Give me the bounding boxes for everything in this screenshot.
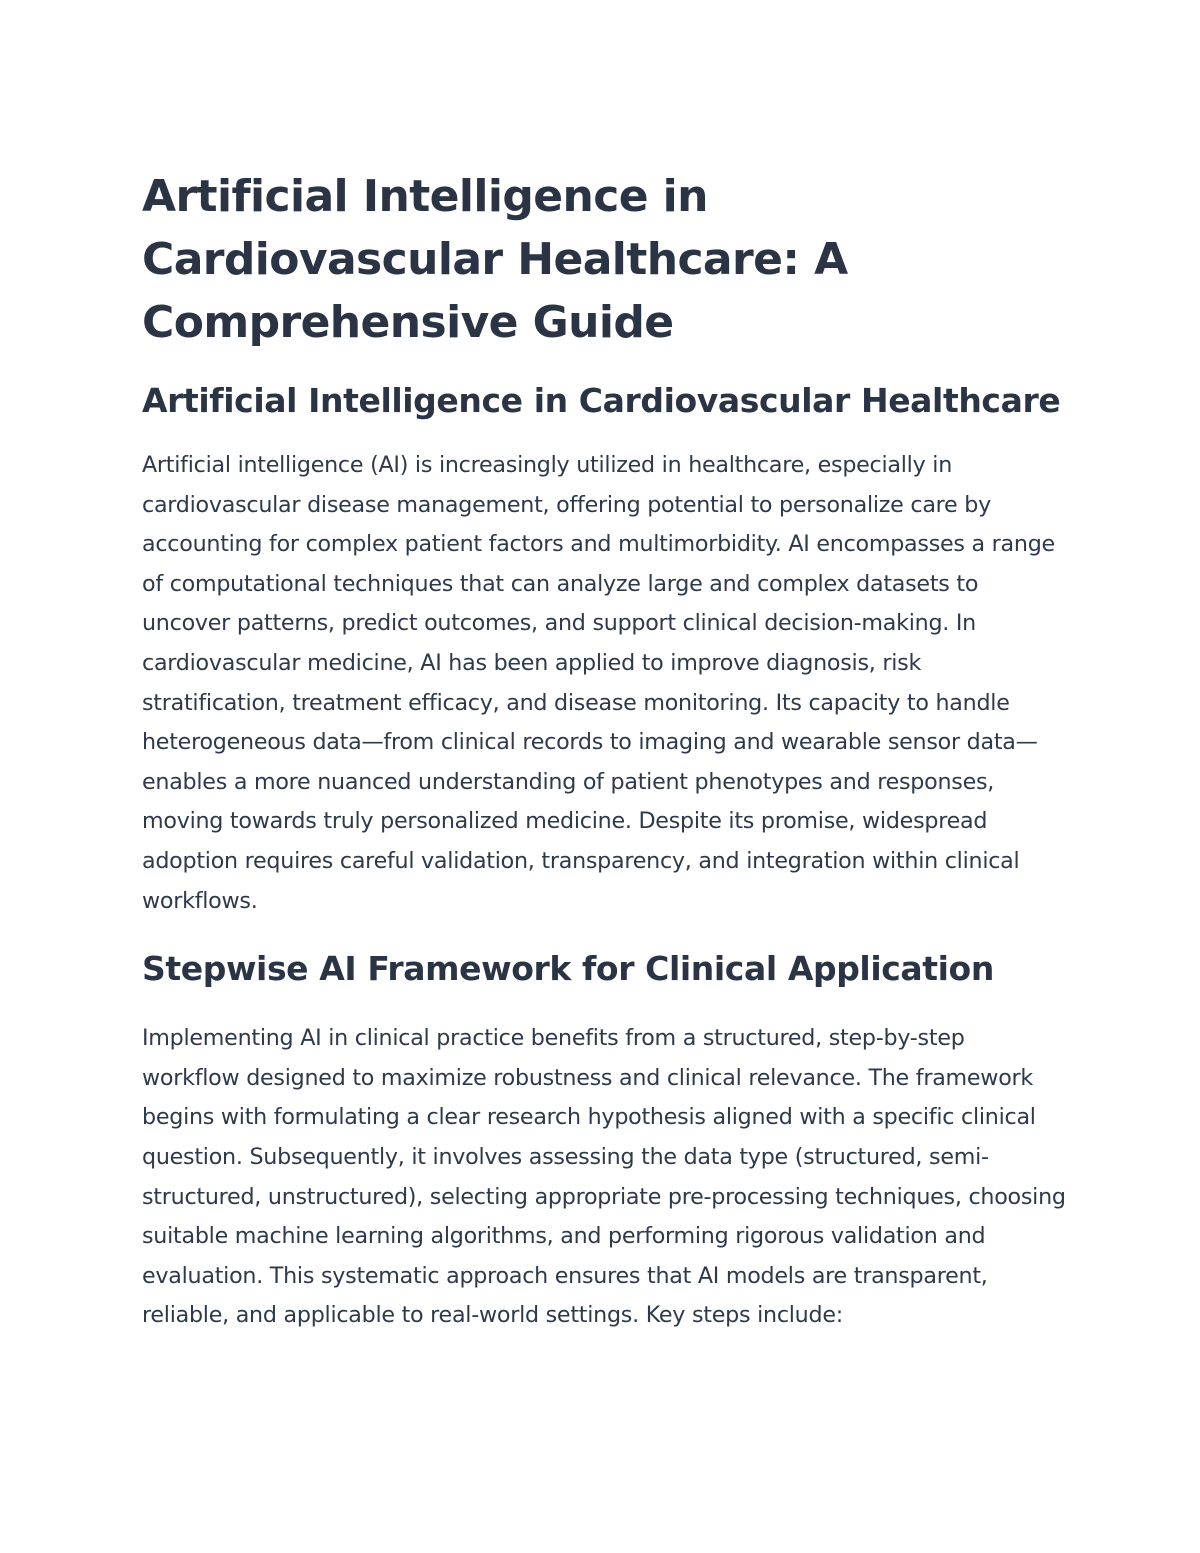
section-heading-stepwise-framework: Stepwise AI Framework for Clinical Application [142,949,994,989]
document-title: Artificial Intelligence in Cardiovascular Healthcare: A Comprehensive Guide [142,171,848,348]
section-heading-ai-cardiovascular: Artificial Intelligence in Cardiovascular Healthcare [142,381,1061,420]
section-paragraph-stepwise-framework: Implementing AI in clinical practice benefits from a structured, step-by-step workflow designed to maximize robustness and clinical relevance. The framework begins with formulating a clear research hypothesis aligned with a specific clinical question. Subsequently, it involves assessing the data type (structured, semi-structured, unstructured), selecting appropriate pre-processing techniques, choosing suitable machine learning algorithms, and performing rigorous validation and evaluation. This systematic approach ensures that AI models are transparent, reliable, and applicable to real-world settings. Key steps include: [142,1025,1066,1329]
document-page [142,165,1067,1336]
section-paragraph-ai-cardiovascular: Artificial intelligence (AI) is increasingly utilized in healthcare, especially in cardiovascular disease management, offering potential to personalize care by accounting for complex patient factors and multimorbidity. AI encompasses a range of computational techniques that can analyze large and complex datasets to uncover patterns, predict outcomes, and support clinical decision-making. In cardiovascular medicine, AI has been applied to improve diagnosis, risk stratification, treatment efficacy, and disease monitoring. Its capacity to handle heterogeneous data—from clinical records to imaging and wearable sensor data—enables a more nuanced understanding of patient phenotypes and responses, moving towards truly personalized medicine. Despite its promise, widespread adoption requires careful validation, transparency, and integration within clinical workflows. [142,452,1055,914]
